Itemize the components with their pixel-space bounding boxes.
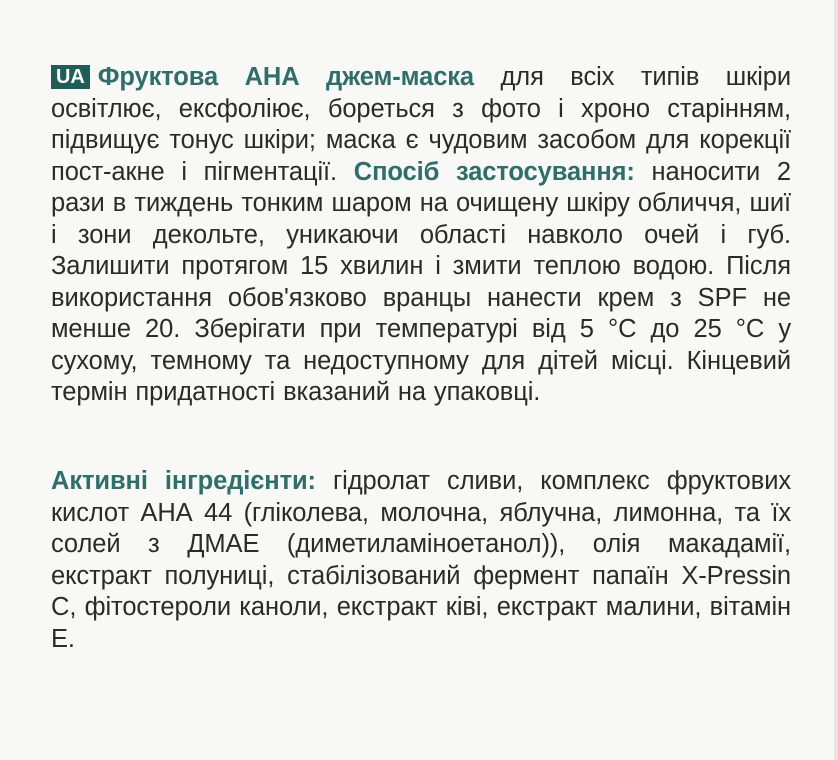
usage-heading: Спосіб застосування: <box>353 157 635 186</box>
product-name: Фруктова АНА джем-маска <box>97 63 475 91</box>
page-edge <box>834 0 838 760</box>
description-paragraph <box>51 62 791 409</box>
language-badge: UA <box>51 65 90 89</box>
ingredients-text: гідролат сливи, комплекс фруктових кислот АНА 44 (гліколева, молочна, яблучна, лимонна, та їх солей з ДМАЕ (диметиламіноетанол)), олія макадамії, екстракт полуниці, стабілізований фермент папаїн X-Pressin C, фітостероли каноли, екстракт ківі, екстракт малини, вітамін Е. <box>51 467 791 653</box>
usage-text: наносити 2 рази в тиждень тонким шаром на очищену шкіру обличчя, шиї і зони декольте, уникаючи області навколо очей і губ. Залишити протягом 15 хвилин і змити теплою водою. Після використання обов'язково вранцы нанести крем з SPF не менше 20. Зберігати при температурі від 5 °С до 25 °С у сухому, темному та недоступному для дітей місці. Кінцевий термін придатності вказаний на упаковці. <box>51 157 791 406</box>
ingredients-paragraph <box>51 466 791 655</box>
product-description: для всіх типів шкіри освітлює, ексфоліює, бореться з фото і хроно старінням, підвищує тонус шкіри; маска є чудовим засобом для корекції пост-акне і пігментації. <box>51 63 791 186</box>
ingredients-heading: Активні інгредієнти: <box>51 467 316 495</box>
